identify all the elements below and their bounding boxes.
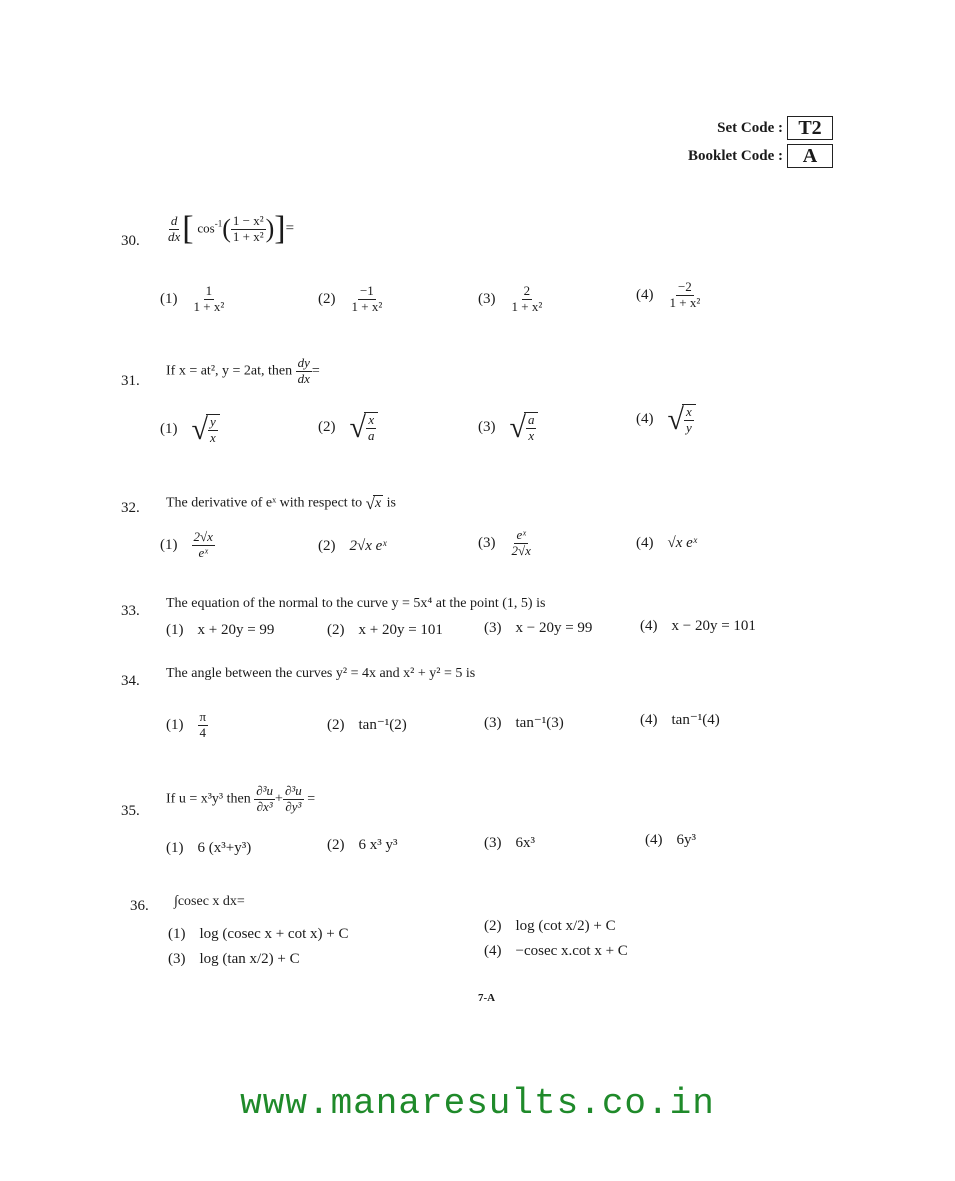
option-1[interactable]: (1) $\frac{2√x}{\text{eˣ}}$ — [160, 529, 213, 560]
option-4[interactable]: (4) √x eˣ — [636, 535, 698, 551]
stem-fraction: $\frac{\text{1 − x²}}{\text{1 + x²}}$ — [232, 212, 264, 244]
set-code-value: T2 — [787, 116, 833, 140]
option-3[interactable]: (3) tan⁻¹(3) — [484, 715, 564, 731]
option-3[interactable]: (3) $\frac{2}{\text{1 + x²}}$ — [478, 283, 543, 314]
question-stem: The derivative of eˣ with respect to √ x is — [166, 494, 396, 513]
code-block — [688, 114, 833, 170]
option-3[interactable]: (3) $\frac{\text{eˣ}}{2√x}$ — [478, 527, 531, 558]
question-number: 30. — [121, 233, 140, 249]
website-watermark[interactable]: www.manaresults.co.in — [240, 1083, 715, 1124]
set-code-label: Set Code : — [717, 119, 783, 136]
option-2[interactable]: (2) 2√x eˣ — [318, 538, 387, 554]
page-number: 7-A — [478, 992, 496, 1004]
option-4[interactable]: (4) 6y³ — [645, 832, 696, 848]
question-stem: If u = x³y³ then $\frac{\text{∂³u}}{\text{∂x³}}$ + $\frac{\text{∂³u}}{\text{∂y³}}$ = — [166, 783, 316, 814]
derivative-operator: $\frac{d}{dx}$ — [168, 212, 181, 244]
question-stem: The angle between the curves y² = 4x and x² + y² = 5 is — [166, 666, 476, 681]
set-code-row — [688, 114, 833, 142]
option-2[interactable]: (2) x + 20y = 101 — [327, 622, 443, 638]
question-number: 36. — [130, 898, 149, 914]
option-4[interactable]: (4) √ $\frac{x}{y}$ — [636, 404, 696, 436]
option-3[interactable]: (3) log (tan x/2) + C — [168, 951, 300, 967]
option-4[interactable]: (4) tan⁻¹(4) — [640, 712, 720, 728]
option-3[interactable]: (3) √ $\frac{a}{x}$ — [478, 412, 538, 444]
option-2[interactable]: (2) 6 x³ y³ — [327, 837, 398, 853]
question-number: 32. — [121, 500, 140, 516]
option-4[interactable]: (4) $\frac{-2}{\text{1 + x²}}$ — [636, 279, 701, 310]
option-1[interactable]: (1) $\frac{1}{\text{1 + x²}}$ — [160, 283, 225, 314]
option-2[interactable]: (2) $\frac{-1}{\text{1 + x²}}$ — [318, 283, 383, 314]
question-stem: $\frac{d}{dx}$ [ $\cos^{-1}$( $\frac{\text{1 − x²}}{\text{1 + x²}}$ )]= — [168, 210, 295, 247]
question-stem: If x = at², y = 2at, then $\frac{dy}{dx}$ = — [166, 355, 320, 386]
option-1[interactable]: (1) √ $\frac{y}{x}$ — [160, 414, 220, 446]
booklet-code-row — [688, 142, 833, 170]
option-1[interactable]: (1) 6 (x³+y³) — [166, 840, 252, 856]
option-1[interactable]: (1) $\frac{\pi}{4}$ — [166, 709, 207, 740]
option-4[interactable]: (4) −cosec x.cot x + C — [484, 943, 628, 959]
option-1[interactable]: (1) log (cosec x + cot x) + C — [168, 926, 349, 942]
option-3[interactable]: (3) x − 20y = 99 — [484, 620, 593, 636]
question-stem: ∫cosec x dx= — [174, 894, 245, 909]
question-number: 33. — [121, 603, 140, 619]
question-number: 35. — [121, 803, 140, 819]
question-number: 31. — [121, 373, 140, 389]
option-1[interactable]: (1) x + 20y = 99 — [166, 622, 275, 638]
booklet-code-label: Booklet Code : — [688, 147, 783, 164]
question-stem: The equation of the normal to the curve y = 5x⁴ at the point (1, 5) is — [166, 596, 546, 611]
question-number: 34. — [121, 673, 140, 689]
option-2[interactable]: (2) √ $\frac{x}{a}$ — [318, 412, 378, 444]
option-2[interactable]: (2) log (cot x/2) + C — [484, 918, 616, 934]
booklet-code-value: A — [787, 144, 833, 168]
option-2[interactable]: (2) tan⁻¹(2) — [327, 717, 407, 733]
option-3[interactable]: (3) 6x³ — [484, 835, 535, 851]
option-4[interactable]: (4) x − 20y = 101 — [640, 618, 756, 634]
